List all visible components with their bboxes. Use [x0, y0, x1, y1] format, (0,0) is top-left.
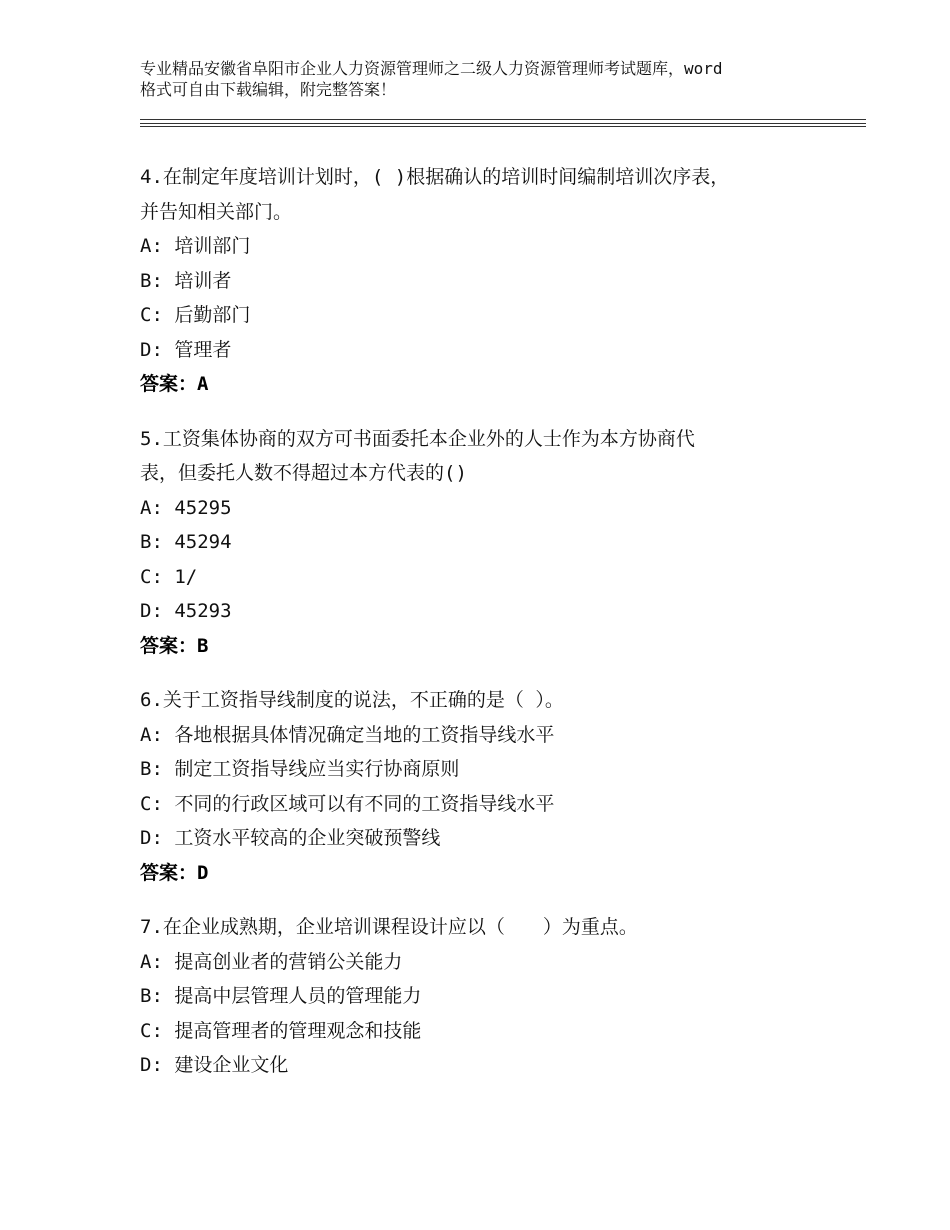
- question-list: [140, 160, 840, 1103]
- option-b: B: 培训者: [140, 269, 232, 292]
- option-a: A: 提高创业者的营销公关能力: [140, 950, 403, 973]
- question-stem-line: 7.在企业成熟期，企业培训课程设计应以（ ）为重点。: [140, 916, 638, 938]
- option-b: B: 制定工资指导线应当实行协商原则: [140, 758, 460, 780]
- option-d: D: 工资水平较高的企业突破预警线: [140, 827, 441, 849]
- question-stem-line: 4.在制定年度培训计划时，( )根据确认的培训时间编制培训次序表，: [140, 166, 730, 188]
- option-c: C: 不同的行政区域可以有不同的工资指导线水平: [140, 792, 555, 815]
- option-a: A: 各地根据具体情况确定当地的工资指导线水平: [140, 723, 555, 746]
- option-c: C: 1/: [140, 565, 198, 588]
- answer-label: 答案：D: [140, 861, 209, 884]
- answer-label: 答案：A: [140, 373, 209, 395]
- option-d: D: 管理者: [140, 338, 232, 361]
- header-divider-middle: [140, 123, 866, 124]
- option-a: A: 45295: [140, 496, 232, 519]
- header-divider-top: [140, 119, 866, 120]
- option-d: D: 45293: [140, 600, 232, 622]
- question-7: [140, 910, 840, 1083]
- option-c: C: 提高管理者的管理观念和技能: [140, 1019, 422, 1042]
- header-divider-bottom: [140, 126, 866, 127]
- question-stem-line: 6.关于工资指导线制度的说法，不正确的是（ ）。: [140, 689, 564, 711]
- question-4: [140, 160, 840, 402]
- document-header: [140, 58, 840, 100]
- option-d: D: 建设企业文化: [140, 1054, 289, 1076]
- question-stem-line: 5.工资集体协商的双方可书面委托本企业外的人士作为本方协商代: [140, 427, 695, 450]
- option-b: B: 45294: [140, 531, 232, 553]
- question-5: [140, 422, 840, 664]
- header-title-line-1: 专业精品安徽省阜阳市企业人力资源管理师之二级人力资源管理师考试题库，word: [140, 59, 723, 78]
- question-stem-line: 表，但委托人数不得超过本方代表的(): [140, 462, 467, 484]
- answer-label: 答案：B: [140, 634, 209, 657]
- option-c: C: 后勤部门: [140, 304, 251, 326]
- header-title-line-2: 格式可自由下载编辑，附完整答案！: [140, 80, 397, 99]
- question-stem-line: 并告知相关部门。: [140, 200, 293, 223]
- question-6: [140, 683, 840, 890]
- option-b: B: 提高中层管理人员的管理能力: [140, 985, 422, 1007]
- option-a: A: 培训部门: [140, 235, 251, 257]
